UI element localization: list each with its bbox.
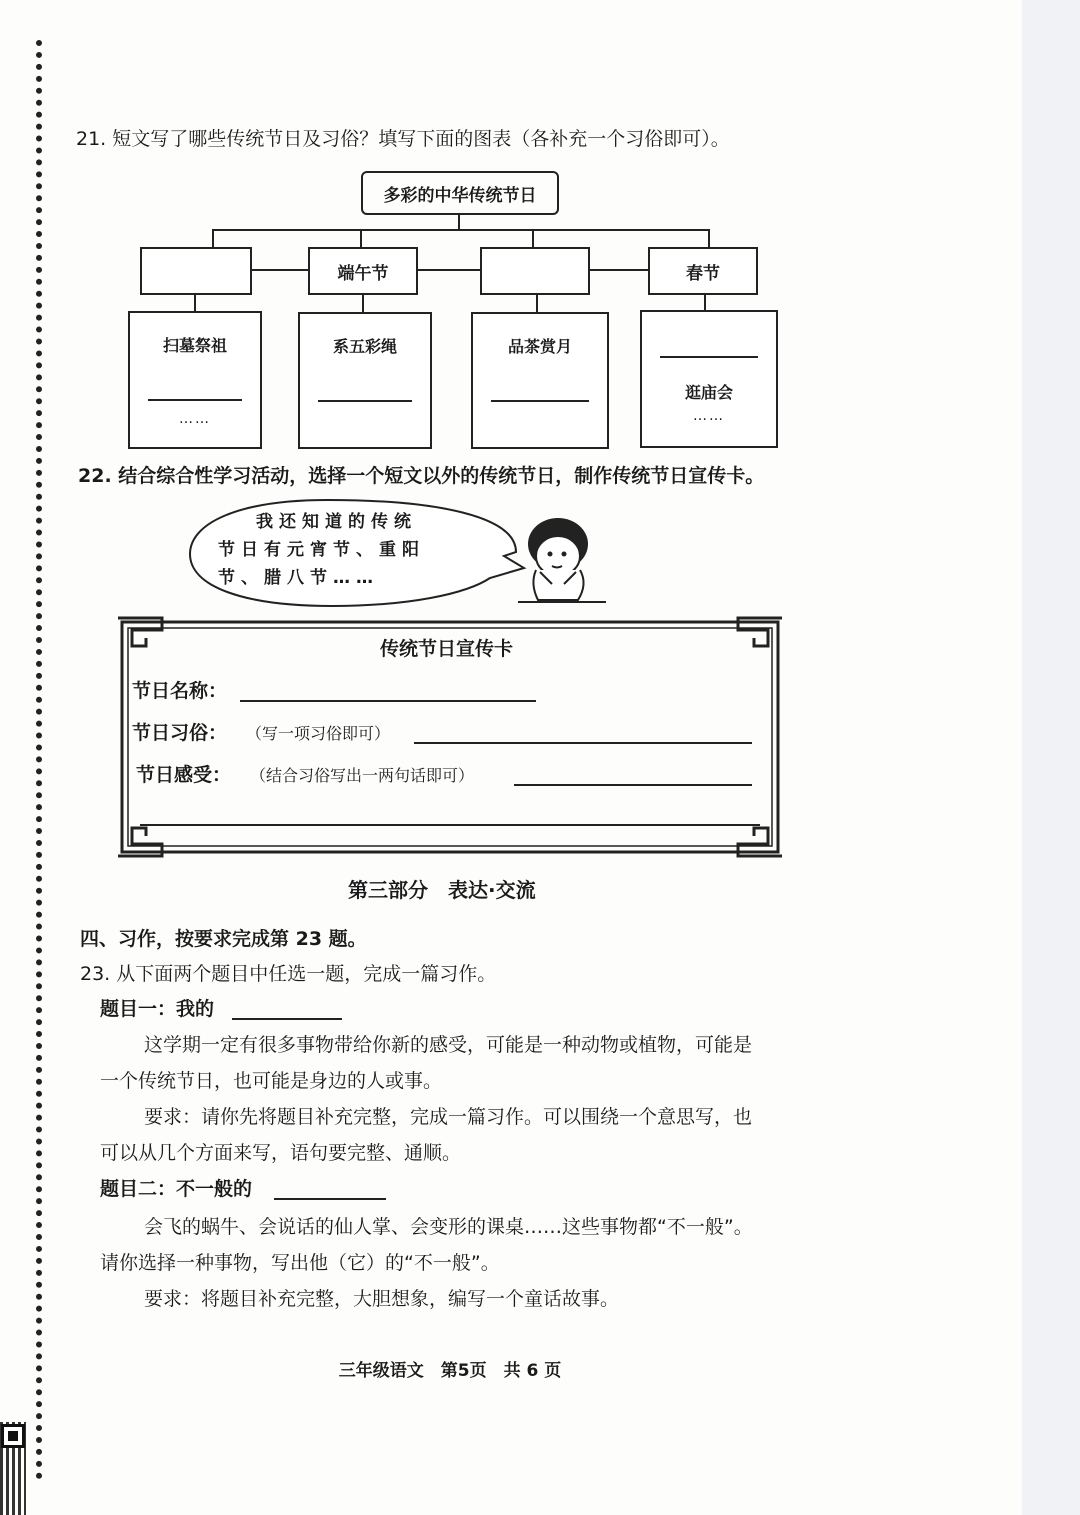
answer-blank[interactable]: [148, 399, 242, 401]
topic1-paragraph-line1: 这学期一定有很多事物带给你新的感受，可能是一种动物或植物，可能是: [144, 1034, 753, 1056]
card-name-label: 节日名称：: [132, 680, 228, 702]
ellipsis: ……: [693, 408, 725, 424]
connector-line: [532, 229, 534, 247]
connector-line: [458, 213, 460, 230]
custom-text: 系五彩绳: [332, 337, 397, 356]
festival-name: 端午节: [337, 263, 389, 284]
connector-line: [250, 269, 308, 271]
card-name-blank[interactable]: [240, 700, 536, 702]
answer-blank[interactable]: [491, 400, 589, 402]
diagram-title: 多彩的中华传统节日: [383, 185, 537, 206]
connector-line: [416, 269, 480, 271]
connector-line: [588, 269, 648, 271]
custom-text: 品茶赏月: [507, 337, 572, 356]
binding-dotted-line: [36, 40, 42, 1480]
question-21: 21. 短文写了哪些传统节日及习俗？填写下面的图表（各补充一个习俗即可）。: [76, 128, 730, 150]
festival-box-4: [648, 247, 758, 295]
custom-box-1: [128, 311, 262, 449]
card-title: 传统节日宣传卡: [380, 638, 514, 660]
question-23: 23. 从下面两个题目中任选一题，完成一篇习作。: [80, 963, 497, 985]
card-feeling-blank-2[interactable]: [140, 824, 760, 826]
connector-line: [704, 293, 706, 310]
connector-line: [194, 293, 196, 311]
topic1-requirement-line1: 要求：请你先将题目补充完整，完成一篇习作。可以围绕一个意思写，也: [144, 1106, 753, 1128]
part-heading: 第三部分 表达·交流: [348, 878, 536, 902]
topic2-blank[interactable]: [274, 1198, 386, 1200]
custom-box-4: [640, 310, 778, 448]
qr-finder-pattern: [1, 1424, 25, 1448]
card-custom-blank[interactable]: [414, 742, 752, 744]
custom-box-2: [298, 312, 432, 449]
question-22: 22. 结合综合性学习活动，选择一个短文以外的传统节日，制作传统节日宣传卡。: [78, 465, 765, 487]
topic1-label: 题目一：我的: [100, 998, 215, 1020]
festival-promo-card: [116, 616, 784, 858]
ellipsis: ……: [179, 411, 211, 427]
festival-box-3: [480, 247, 590, 295]
page-footer: 三年级语文 第5页 共 6 页: [338, 1361, 562, 1381]
card-feeling-hint: （结合习俗写出一两句话即可）: [250, 766, 475, 785]
topic2-label: 题目二：不一般的: [100, 1178, 253, 1200]
topic2-paragraph-line1: 会飞的蜗牛、会说话的仙人掌、会变形的课桌……这些事物都“不一般”。: [144, 1216, 753, 1238]
card-custom-hint: （写一项习俗即可）: [246, 724, 391, 743]
diagram-title-box: [361, 171, 559, 215]
topic1-blank[interactable]: [232, 1018, 342, 1020]
festival-name: 春节: [686, 263, 720, 284]
topic2-paragraph-line2: 请你选择一种事物，写出他（它）的“不一般”。: [100, 1252, 500, 1274]
topic1-requirement-line2: 可以从几个方面来写，语句要完整、通顺。: [100, 1142, 462, 1164]
card-feeling-blank[interactable]: [514, 784, 752, 786]
festival-box-2: [308, 247, 418, 295]
custom-text: 逛庙会: [684, 383, 733, 402]
connector-line: [536, 293, 538, 312]
custom-text: 扫墓祭祖: [162, 336, 227, 355]
card-feeling-label: 节日感受：: [136, 764, 232, 786]
viewer-margin: [1022, 0, 1080, 1515]
speech-line-2: 节日有元宵节、重阳: [218, 540, 425, 560]
card-custom-label: 节日习俗：: [132, 722, 228, 744]
topic2-requirement: 要求：将题目补充完整，大胆想象，编写一个童话故事。: [144, 1288, 620, 1310]
answer-blank[interactable]: [318, 400, 412, 402]
section-heading: 四、习作，按要求完成第 23 题。: [80, 928, 367, 950]
thinking-child-icon: [518, 518, 606, 602]
connector-line: [708, 229, 710, 247]
connector-line: [212, 229, 710, 231]
festival-box-1: [140, 247, 252, 295]
speech-line-1: 我还知道的传统: [256, 512, 417, 532]
answer-blank[interactable]: [660, 356, 758, 358]
custom-box-3: [471, 312, 609, 449]
speech-line-3: 节、腊八节……: [218, 568, 379, 588]
topic1-paragraph-line2: 一个传统节日，也可能是身边的人或事。: [100, 1070, 443, 1092]
connector-line: [360, 229, 362, 247]
connector-line: [212, 229, 214, 247]
connector-line: [362, 293, 364, 312]
